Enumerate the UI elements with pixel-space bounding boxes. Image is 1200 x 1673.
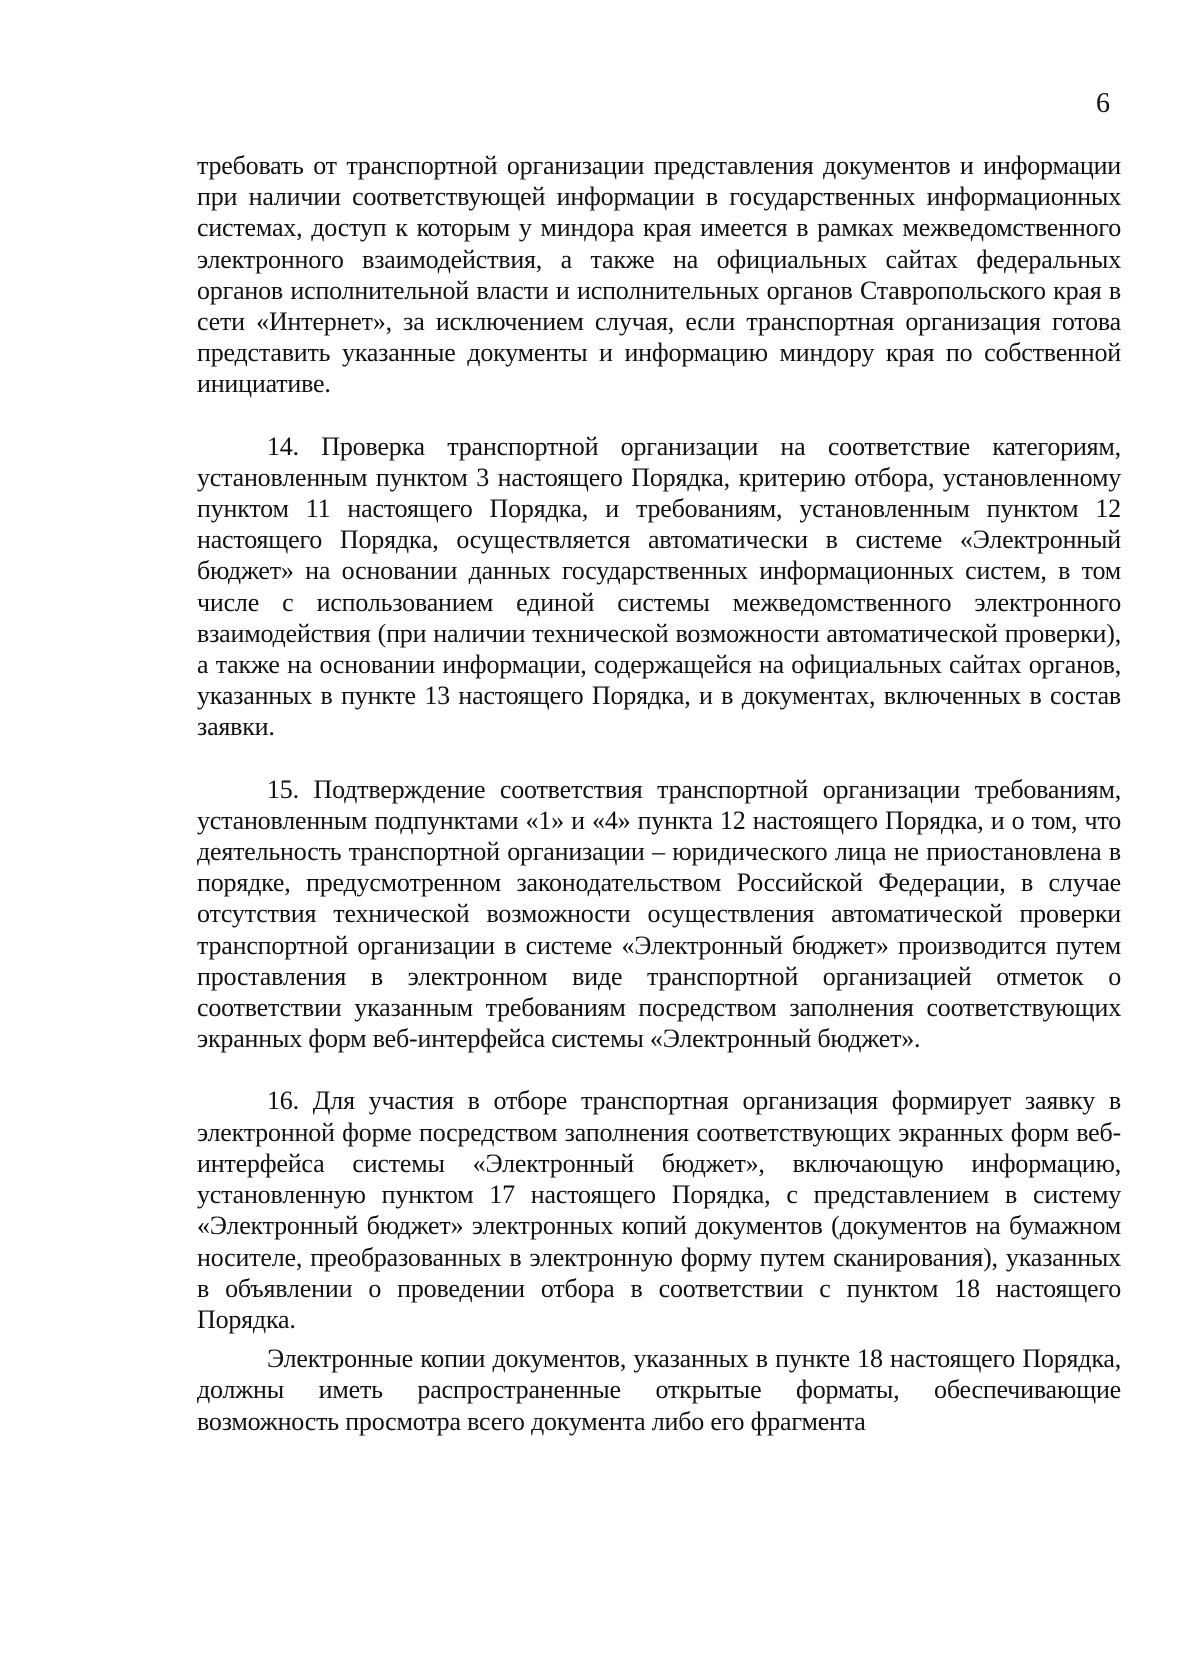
document-body xyxy=(197,150,1121,1437)
paragraph-item-14: 14. Проверка транспортной организации на соответствие категориям, установленным пунктом 3 настоящего Порядка, критерию отбора, установленному пунктом 11 настоящего Порядка, и требованиям, установленным пунктом 12 настоящего Порядка, осуществляется автоматически в системе «Электронный бюджет» на основании данных государственных информационных систем, в том числе с использованием единой системы межведомственного электронного взаимодействия (при наличии технической возможности автоматической проверки), а также на основании информации, содержащейся на официальных сайтах органов, указанных в пункте 13 настоящего Порядка, и в документах, включенных в состав заявки. xyxy=(197,431,1121,742)
paragraph-electronic-copies: Электронные копии документов, указанных в пункте 18 настоящего Порядка, должны иметь распространенные открытые форматы, обеспечивающие возможность просмотра всего документа либо его фрагмента xyxy=(197,1344,1121,1436)
paragraph-continuation: требовать от транспортной организации представления документов и информации при наличии соответствующей информации в государственных информационных системах, доступ к которым у миндора края имеется в рамках межведомственного электронного взаимодействия, а также на официальных сайтах федеральных органов исполнительной власти и исполнительных органов Ставропольского края в сети «Интернет», за исключением случая, если транспортная организация готова представить указанные документы и информацию миндору края по собственной инициативе. xyxy=(197,151,1121,399)
paragraph-item-16: 16. Для участия в отборе транспортная организация формирует заявку в электронной форме посредством заполнения соответствующих экранных форм веб-интерфейса системы «Электронный бюджет», включающую информацию, установленную пунктом 17 настоящего Порядка, с представлением в систему «Электронный бюджет» электронных копий документов (документов на бумажном носителе, преобразованных в электронную форму путем сканирования), указанных в объявлении о проведении отбора в соответствии с пунктом 18 настоящего Порядка. xyxy=(197,1086,1121,1334)
paragraph-item-15: 15. Подтверждение соответствия транспортной организации требованиям, установленным подпунктами «1» и «4» пункта 12 настоящего Порядка, и о том, что деятельность транспортной организации – юридического лица не приостановлена в порядке, предусмотренном законодательством Российской Федерации, в случае отсутствия технической возможности осуществления автоматической проверки транспортной организации в системе «Электронный бюджет» производится путем проставления в электронном виде транспортной организацией отметок о соответствии указанным требованиям посредством заполнения соответствующих экранных форм веб-интерфейса системы «Электронный бюджет». xyxy=(197,774,1121,1054)
page-number: 6 xyxy=(1096,88,1110,119)
